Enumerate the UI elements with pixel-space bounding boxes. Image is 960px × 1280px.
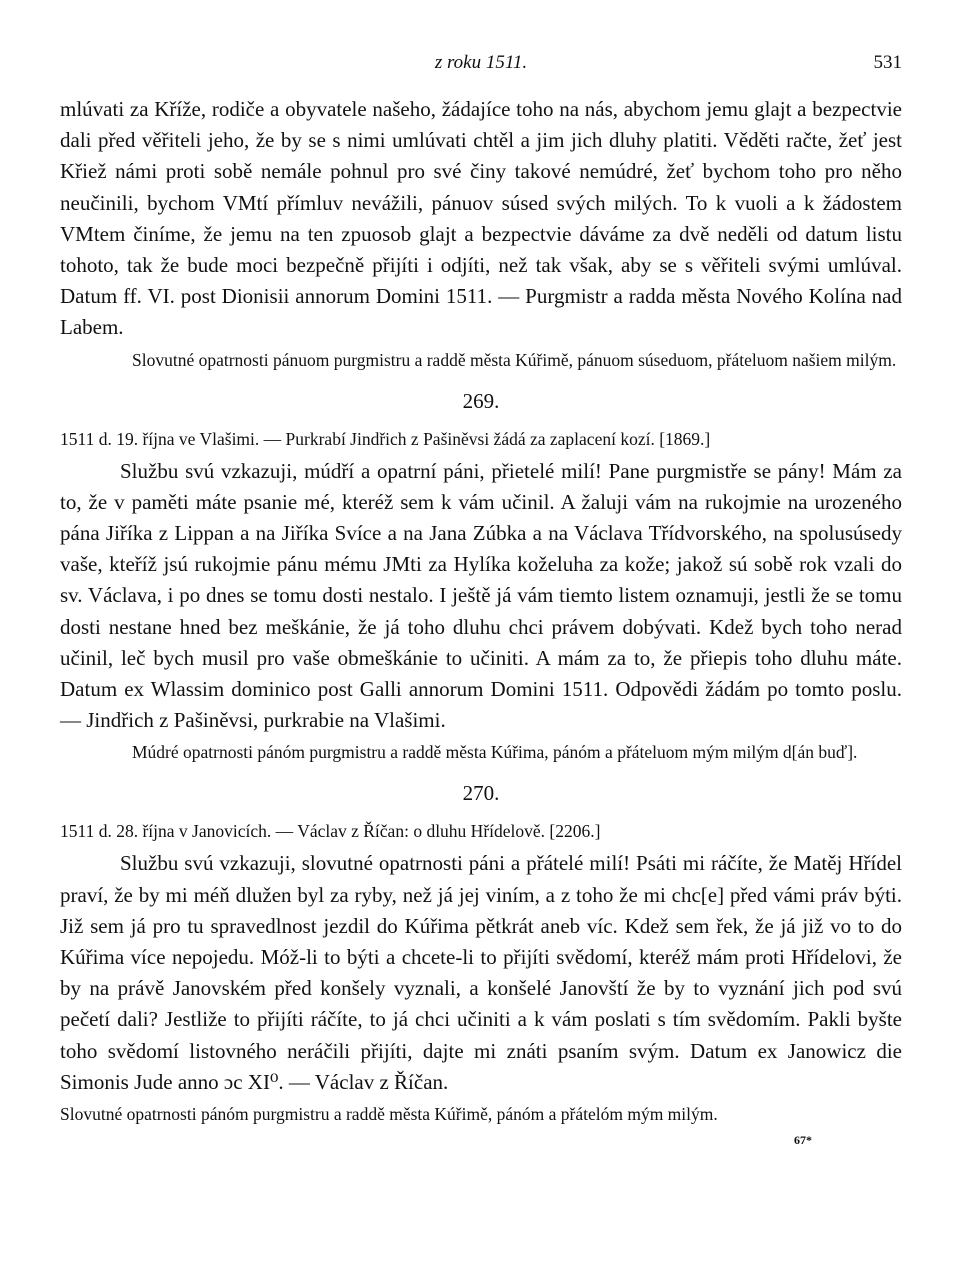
running-head: z roku 1511. [434,52,528,73]
letter-270 [60,781,902,1127]
document-regest: 1511 d. 19. října ve Vlašimi. — Purkrabí Jindřich z Pašiněvsi žádá za zaplacení kozí. [1869.] [60,428,711,449]
letter-text: Službu svú vzkazuji, múdří a opatrní páni, přietelé milí! Pane purgmistře se pány! Mám za to, že v paměti máte psanie mé, kteréž sem k vám učinil. A žaluji vám na rukojmie na urozeného pána Jiříka z Lippan a na Jiříka Svíce a na Jana Zúbka a na Václava Třídvorského, na spolusúsedy vaše, kteříž jsú rukojmie pánu mému JMti za Hylíka koželuha za kože; jakož sú sobě rok vzali do sv. Václava, i po dnes se tomu dosti nestalo. I ještě já vám tiemto listem oznamuji, jestli že se tomu dosti nestane hned bez meškánie, že já toho dluhu chci právem dobývati. Kdež bych toho nerad učinil, leč bych musil pro vaše obmeškánie to učiniti. A mám za to, že přiepis toho dluhu máte. Datum ex Wlassim dominico post Galli annorum Domini 1511. Odpovědi žádám po tomto poslu. — Jindřich z Pašiněvsi, purkrabie na Vlašimi. [60,458,902,733]
document-number: 269. [462,388,500,413]
page-body [60,94,902,1148]
page-header [60,48,902,78]
letter-text: mlúvati za Kříže, rodiče a obyvatele našeho, žádajíce toho na nás, abychom jemu glajt a bezpectvie dali před věřiteli jeho, že by se s nimi umlúvati chtěl a jim jich dluhy platiti. Věděti račte, žeť jest Křiež námi proti sobě nemále pohnul pro své činy takové nemúdré, žeť bychom toho pro něho neučinili, bychom VMtí přímluv nevážili, pánuov súsed svých milých. To k vuoli a k žádostem VMtem činíme, že jemu na ten zpuosob glajt a bezpectvie dáváme za dvě neděli od datum listu tohoto, tak že bude moci bezpečně přijíti i odjíti, než tak však, aby se s věřiteli svými umlúval. Datum ff. VI. post Dionisii annorum Domini 1511. — Purgmistr a radda města Nového Kolína nad Labem. [60,97,902,340]
letter-address: Múdré opatrnosti pánóm purgmistru a raddě města Kúřima, pánóm a přáteluom mým milým d[án buď]. [132,742,858,763]
letter-text: Službu svú vzkazuji, slovutné opatrnosti páni a přátelé milí! Psáti mi ráčíte, že Matěj Hřídel praví, že by mi méň dlužen byl za ryby, než já jej viním, a z toho že mi chc[e] před vámi práv býti. Již sem já pro tu spravedlnost jezdil do Kúřima pětkrát aneb víc. Kdež sem řek, že já již vo to do Kúřima více nepojedu. Móž-li to býti a chcete-li to přijíti svědomí, kteréž mám proti Hřídelovi, že by na právě Janovském před konšely vyznali, a konšelé Janovští že by to vyznání jich pod svú pečetí dali? Jestliže to přijíti ráčíte, to já chci učiniti a k vám poslati s tím svědomím. Pakli byšte toho svědomí listovného neráčili přijíti, dajte mi znáti psaním svým. Datum ex Janowicz die Simonis Jude anno ɔc XI⁰. — Václav z Říčan. [60,851,902,1094]
page-number: 531 [873,52,902,73]
letter-269 [60,389,902,766]
signature-mark: 67* [794,1133,812,1148]
document-number: 270. [462,781,500,806]
letter-address: Slovutné opatrnosti pánóm purgmistru a raddě města Kúřimě, pánóm a přátelóm mým milým. [60,1104,718,1125]
document-regest: 1511 d. 28. října v Janovicích. — Václav z Říčan: o dluhu Hřídelově. [2206.] [60,821,601,842]
continued-letter [60,94,902,373]
letter-address: Slovutné opatrnosti pánuom purgmistru a raddě města Kúřimě, pánuom súseduom, přáteluom našiem milým. [132,349,897,370]
